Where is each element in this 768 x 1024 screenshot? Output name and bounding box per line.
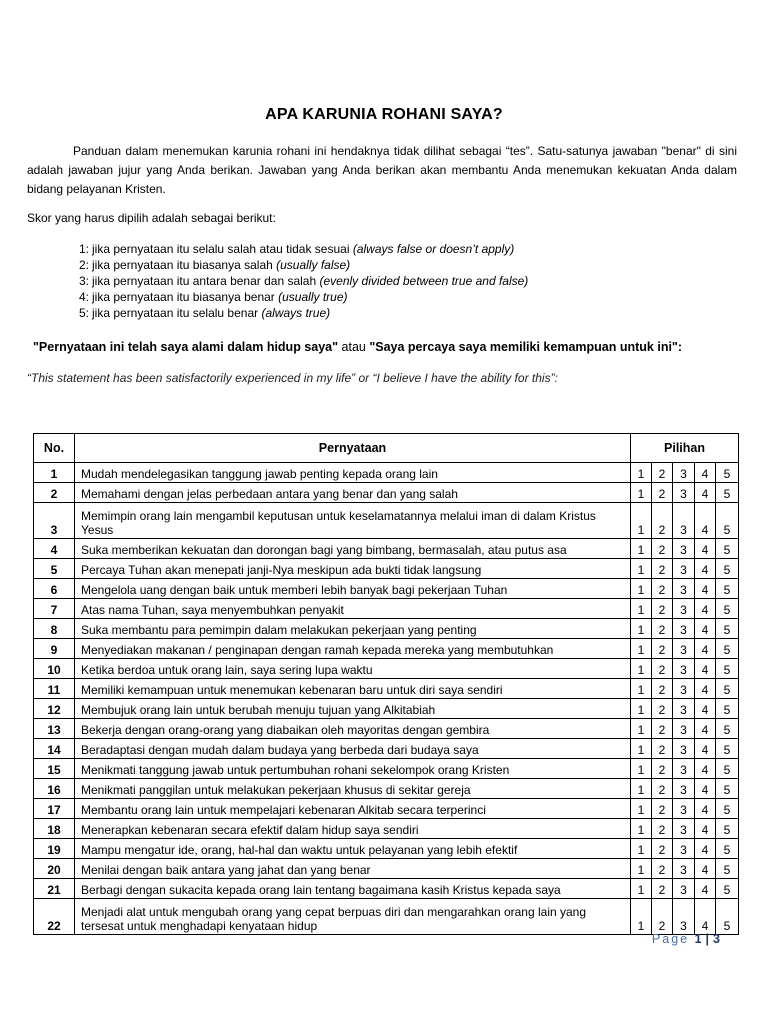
choice-option-3[interactable]: 3	[673, 639, 695, 659]
choice-option-5[interactable]: 5	[716, 759, 739, 779]
choice-option-4[interactable]: 4	[695, 759, 716, 779]
choice-option-4[interactable]: 4	[695, 679, 716, 699]
choice-option-2[interactable]: 2	[652, 503, 673, 539]
choice-option-3[interactable]: 3	[673, 559, 695, 579]
intro-text: Panduan dalam menemukan karunia rohani ini hendaknya tidak dilihat sebagai “tes”. Satu-satunya jawaban "benar" di sini adalah jawaban jujur yang Anda berikan. Jawaban yang Anda berikan akan membantu Anda menemukan kekuatan Anda dalam bidang pelayanan Kristen.	[27, 144, 737, 196]
choice-option-1[interactable]: 1	[631, 779, 652, 799]
score-text: jika pernyataan itu biasanya benar	[92, 290, 275, 304]
row-number: 3	[34, 503, 75, 539]
choice-option-1[interactable]: 1	[631, 559, 652, 579]
choice-option-5[interactable]: 5	[716, 619, 739, 639]
row-statement: Menikmati panggilan untuk melakukan pekerjaan khusus di sekitar gereja	[75, 779, 631, 799]
table-row	[34, 559, 739, 579]
table-body	[34, 463, 739, 935]
score-text: jika pernyataan itu biasanya salah	[92, 258, 273, 272]
choice-option-5[interactable]: 5	[716, 639, 739, 659]
choice-option-1[interactable]: 1	[631, 759, 652, 779]
choice-option-3[interactable]: 3	[673, 539, 695, 559]
table-row	[34, 539, 739, 559]
choice-option-5[interactable]: 5	[716, 819, 739, 839]
choice-option-5[interactable]: 5	[716, 899, 739, 935]
choice-option-5[interactable]: 5	[716, 879, 739, 899]
table-row	[34, 859, 739, 879]
row-number: 20	[34, 859, 75, 879]
page-label: Page	[651, 932, 690, 946]
page-title: APA KARUNIA ROHANI SAYA?	[265, 106, 503, 123]
choice-option-5[interactable]: 5	[716, 559, 739, 579]
page-total: 3	[713, 932, 720, 946]
row-statement: Mampu mengatur ide, orang, hal-hal dan waktu untuk pelayanan yang lebih efektif	[75, 839, 631, 859]
choice-option-5[interactable]: 5	[716, 859, 739, 879]
choice-option-3[interactable]: 3	[673, 579, 695, 599]
choice-option-4[interactable]: 4	[695, 579, 716, 599]
row-number: 4	[34, 539, 75, 559]
row-statement: Menikmati tanggung jawab untuk pertumbuhan rohani sekelompok orang Kristen	[75, 759, 631, 779]
score-english: (always true)	[261, 306, 331, 320]
table-row	[34, 503, 739, 539]
table-row	[34, 599, 739, 619]
score-number: 3:	[78, 274, 89, 288]
choice-option-4[interactable]: 4	[695, 699, 716, 719]
choice-option-1[interactable]: 1	[631, 799, 652, 819]
choice-option-4[interactable]: 4	[695, 739, 716, 759]
choice-option-3[interactable]: 3	[673, 739, 695, 759]
choice-option-5[interactable]: 5	[716, 799, 739, 819]
score-text: jika pernyataan itu selalu salah atau tidak sesuai	[92, 242, 350, 256]
choice-option-5[interactable]: 5	[716, 699, 739, 719]
row-number: 7	[34, 599, 75, 619]
choice-option-5[interactable]: 5	[716, 579, 739, 599]
choice-option-2[interactable]: 2	[652, 539, 673, 559]
choice-option-4[interactable]: 4	[695, 659, 716, 679]
page-current: 1	[694, 932, 702, 946]
choice-option-1[interactable]: 1	[631, 819, 652, 839]
choice-option-2[interactable]: 2	[652, 619, 673, 639]
row-statement: Menjadi alat untuk mengubah orang yang cepat berpuas diri dan mengarahkan orang lain yang tersesat untuk menghadapi kenyataan hidup	[75, 899, 631, 935]
choice-option-3[interactable]: 3	[673, 859, 695, 879]
table-row	[34, 719, 739, 739]
row-statement: Membujuk orang lain untuk berubah menuju tujuan yang Alkitabiah	[75, 699, 631, 719]
choice-option-4[interactable]: 4	[695, 719, 716, 739]
choice-option-2[interactable]: 2	[652, 483, 673, 503]
choice-option-4[interactable]: 4	[695, 819, 716, 839]
choice-option-5[interactable]: 5	[716, 463, 739, 483]
choice-option-5[interactable]: 5	[716, 659, 739, 679]
row-number: 22	[34, 899, 75, 935]
score-list	[70, 241, 528, 321]
score-item	[70, 257, 528, 273]
row-statement: Memiliki kemampuan untuk menemukan kebenaran baru untuk diri saya sendiri	[75, 679, 631, 699]
choice-option-2[interactable]: 2	[652, 899, 673, 935]
row-statement: Memimpin orang lain mengambil keputusan untuk keselamatannya melalui iman di dalam Kristus Yesus	[75, 503, 631, 539]
choice-option-5[interactable]: 5	[716, 483, 739, 503]
table-row	[34, 839, 739, 859]
table-row	[34, 463, 739, 483]
choice-option-5[interactable]: 5	[716, 739, 739, 759]
row-number: 13	[34, 719, 75, 739]
choice-option-3[interactable]: 3	[673, 503, 695, 539]
choice-option-1[interactable]: 1	[631, 483, 652, 503]
choice-option-1[interactable]: 1	[631, 539, 652, 559]
choice-option-4[interactable]: 4	[695, 559, 716, 579]
choice-option-3[interactable]: 3	[673, 819, 695, 839]
choice-option-1[interactable]: 1	[631, 859, 652, 879]
table-row	[34, 879, 739, 899]
choice-option-5[interactable]: 5	[716, 719, 739, 739]
choice-option-1[interactable]: 1	[631, 579, 652, 599]
choice-option-2[interactable]: 2	[652, 559, 673, 579]
table-row	[34, 579, 739, 599]
choice-option-5[interactable]: 5	[716, 599, 739, 619]
header-choice: Pilihan	[631, 434, 739, 463]
choice-option-3[interactable]: 3	[673, 699, 695, 719]
choice-option-3[interactable]: 3	[673, 759, 695, 779]
score-item	[70, 273, 528, 289]
choice-option-1[interactable]: 1	[631, 719, 652, 739]
table-row	[34, 679, 739, 699]
table-row	[34, 659, 739, 679]
table-row	[34, 799, 739, 819]
score-text: jika pernyataan itu selalu benar	[92, 306, 259, 320]
choice-option-4[interactable]: 4	[695, 639, 716, 659]
score-english: (usually false)	[276, 258, 351, 272]
statement-instruction-id: "Pernyataan ini telah saya alami dalam hidup saya" atau "Saya percaya saya memiliki kemampuan untuk ini":	[33, 340, 683, 354]
choice-option-2[interactable]: 2	[652, 819, 673, 839]
header-statement: Pernyataan	[75, 434, 631, 463]
row-statement: Memahami dengan jelas perbedaan antara yang benar dan yang salah	[75, 483, 631, 503]
row-number: 6	[34, 579, 75, 599]
row-number: 19	[34, 839, 75, 859]
choice-option-2[interactable]: 2	[652, 599, 673, 619]
score-text: jika pernyataan itu antara benar dan salah	[92, 274, 317, 288]
choice-option-2[interactable]: 2	[652, 759, 673, 779]
score-number: 5:	[78, 306, 89, 320]
questionnaire-table	[33, 433, 739, 935]
row-number: 8	[34, 619, 75, 639]
row-statement: Menyediakan makanan / penginapan dengan ramah kepada mereka yang membutuhkan	[75, 639, 631, 659]
choice-option-1[interactable]: 1	[631, 619, 652, 639]
row-number: 18	[34, 819, 75, 839]
choice-option-2[interactable]: 2	[652, 699, 673, 719]
choice-option-4[interactable]: 4	[695, 599, 716, 619]
score-item	[70, 241, 528, 257]
choice-option-4[interactable]: 4	[695, 899, 716, 935]
row-statement: Berbagi dengan sukacita kepada orang lain tentang bagaimana kasih Kristus kepada saya	[75, 879, 631, 899]
choice-option-4[interactable]: 4	[695, 483, 716, 503]
choice-option-1[interactable]: 1	[631, 659, 652, 679]
row-number: 16	[34, 779, 75, 799]
row-number: 10	[34, 659, 75, 679]
row-statement: Menilai dengan baik antara yang jahat dan yang benar	[75, 859, 631, 879]
table-row	[34, 699, 739, 719]
choice-option-5[interactable]: 5	[716, 503, 739, 539]
choice-option-1[interactable]: 1	[631, 679, 652, 699]
choice-option-2[interactable]: 2	[652, 679, 673, 699]
row-number: 5	[34, 559, 75, 579]
choice-option-3[interactable]: 3	[673, 899, 695, 935]
choice-option-3[interactable]: 3	[673, 659, 695, 679]
page-separator: |	[705, 932, 710, 946]
choice-option-3[interactable]: 3	[673, 799, 695, 819]
choice-option-4[interactable]: 4	[695, 619, 716, 639]
choice-option-1[interactable]: 1	[631, 463, 652, 483]
row-number: 1	[34, 463, 75, 483]
row-number: 17	[34, 799, 75, 819]
table-row	[34, 819, 739, 839]
score-english: (evenly divided between true and false)	[319, 274, 529, 288]
choice-option-1[interactable]: 1	[631, 639, 652, 659]
score-item	[70, 289, 528, 305]
row-statement: Beradaptasi dengan mudah dalam budaya yang berbeda dari budaya saya	[75, 739, 631, 759]
choice-option-1[interactable]: 1	[631, 879, 652, 899]
table-row	[34, 619, 739, 639]
choice-option-5[interactable]: 5	[716, 839, 739, 859]
row-statement: Atas nama Tuhan, saya menyembuhkan penyakit	[75, 599, 631, 619]
choice-option-2[interactable]: 2	[652, 739, 673, 759]
choice-option-1[interactable]: 1	[631, 839, 652, 859]
choice-option-3[interactable]: 3	[673, 839, 695, 859]
score-number: 2:	[78, 258, 89, 272]
choice-option-5[interactable]: 5	[716, 539, 739, 559]
choice-option-2[interactable]: 2	[652, 879, 673, 899]
row-number: 9	[34, 639, 75, 659]
score-item	[70, 305, 528, 321]
choice-option-3[interactable]: 3	[673, 619, 695, 639]
table-row	[34, 779, 739, 799]
choice-option-2[interactable]: 2	[652, 579, 673, 599]
choice-option-4[interactable]: 4	[695, 463, 716, 483]
score-number: 4:	[78, 290, 89, 304]
header-no: No.	[34, 434, 75, 463]
choice-option-2[interactable]: 2	[652, 719, 673, 739]
statement-instruction-en: “This statement has been satisfactorily experienced in my life” or “I believe I have the ability for this”:	[27, 371, 558, 385]
choice-option-3[interactable]: 3	[673, 599, 695, 619]
row-number: 12	[34, 699, 75, 719]
row-number: 15	[34, 759, 75, 779]
choice-option-3[interactable]: 3	[673, 779, 695, 799]
choice-option-1[interactable]: 1	[631, 899, 652, 935]
table-header-row	[34, 434, 739, 463]
choice-option-2[interactable]: 2	[652, 659, 673, 679]
table-row	[34, 639, 739, 659]
score-english: (always false or doesn’t apply)	[352, 242, 515, 256]
choice-option-4[interactable]: 4	[695, 539, 716, 559]
choice-option-4[interactable]: 4	[695, 779, 716, 799]
table-row	[34, 739, 739, 759]
choice-option-4[interactable]: 4	[695, 879, 716, 899]
row-statement: Suka memberikan kekuatan dan dorongan bagi yang bimbang, bermasalah, atau putus asa	[75, 539, 631, 559]
row-number: 2	[34, 483, 75, 503]
row-statement: Menerapkan kebenaran secara efektif dalam hidup saya sendiri	[75, 819, 631, 839]
row-statement: Mengelola uang dengan baik untuk memberi lebih banyak bagi pekerjaan Tuhan	[75, 579, 631, 599]
row-statement: Bekerja dengan orang-orang yang diabaikan oleh mayoritas dengan gembira	[75, 719, 631, 739]
row-statement: Percaya Tuhan akan menepati janji-Nya meskipun ada bukti tidak langsung	[75, 559, 631, 579]
row-number: 11	[34, 679, 75, 699]
choice-option-2[interactable]: 2	[652, 463, 673, 483]
choice-option-5[interactable]: 5	[716, 779, 739, 799]
choice-option-1[interactable]: 1	[631, 699, 652, 719]
page-footer	[652, 932, 720, 946]
table-row	[34, 759, 739, 779]
choice-option-3[interactable]: 3	[673, 679, 695, 699]
choice-option-2[interactable]: 2	[652, 799, 673, 819]
choice-option-2[interactable]: 2	[652, 779, 673, 799]
choice-option-1[interactable]: 1	[631, 503, 652, 539]
choice-option-3[interactable]: 3	[673, 879, 695, 899]
choice-option-4[interactable]: 4	[695, 799, 716, 819]
table-row	[34, 899, 739, 935]
choice-option-2[interactable]: 2	[652, 639, 673, 659]
choice-option-3[interactable]: 3	[673, 483, 695, 503]
score-number: 1:	[78, 242, 89, 256]
score-heading: Skor yang harus dipilih adalah sebagai berikut:	[27, 211, 276, 225]
choice-option-2[interactable]: 2	[652, 839, 673, 859]
choice-option-3[interactable]: 3	[673, 719, 695, 739]
intro-paragraph	[27, 142, 737, 199]
row-number: 14	[34, 739, 75, 759]
choice-option-4[interactable]: 4	[695, 503, 716, 539]
row-statement: Mudah mendelegasikan tanggung jawab penting kepada orang lain	[75, 463, 631, 483]
choice-option-1[interactable]: 1	[631, 599, 652, 619]
choice-option-5[interactable]: 5	[716, 679, 739, 699]
choice-option-2[interactable]: 2	[652, 859, 673, 879]
row-number: 21	[34, 879, 75, 899]
row-statement: Ketika berdoa untuk orang lain, saya sering lupa waktu	[75, 659, 631, 679]
choice-option-3[interactable]: 3	[673, 463, 695, 483]
row-statement: Suka membantu para pemimpin dalam melakukan pekerjaan yang penting	[75, 619, 631, 639]
choice-option-4[interactable]: 4	[695, 839, 716, 859]
row-statement: Membantu orang lain untuk mempelajari kebenaran Alkitab secara terperinci	[75, 799, 631, 819]
choice-option-1[interactable]: 1	[631, 739, 652, 759]
table-row	[34, 483, 739, 503]
choice-option-4[interactable]: 4	[695, 859, 716, 879]
score-english: (usually true)	[278, 290, 348, 304]
